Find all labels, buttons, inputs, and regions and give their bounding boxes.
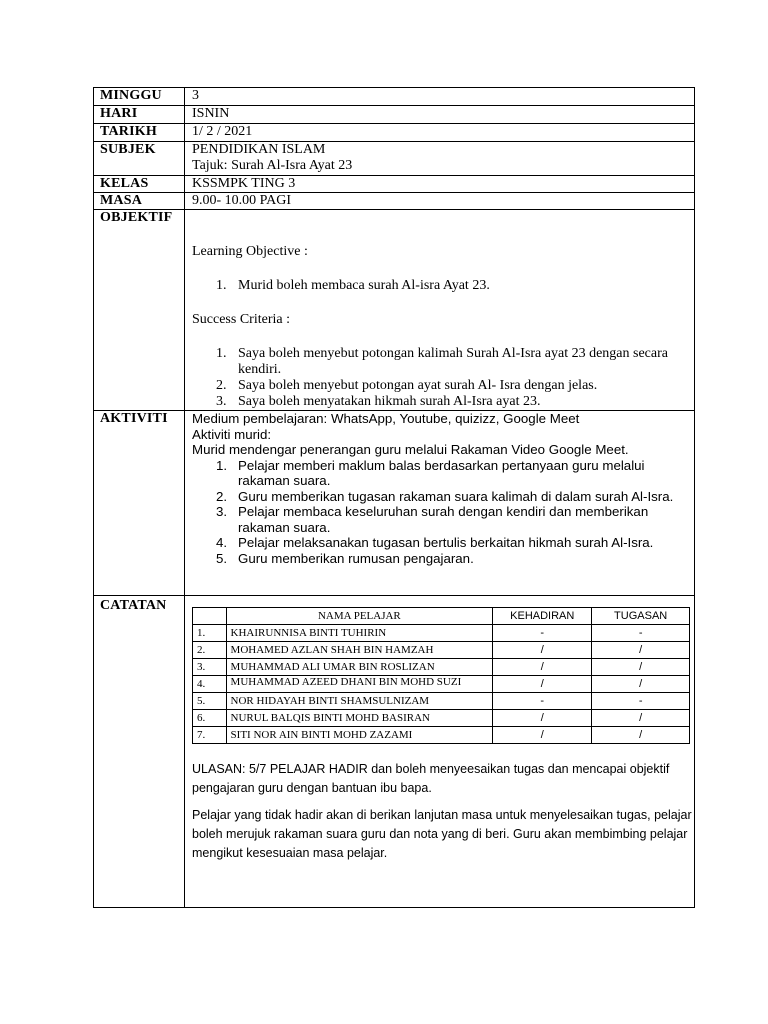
header-kehadiran: KEHADIRAN	[493, 608, 592, 625]
aktiviti-content	[185, 411, 694, 595]
label-objektif: OBJEKTIF	[94, 210, 185, 410]
header-tugasan: TUGASAN	[592, 608, 690, 625]
value-hari: ISNIN	[192, 106, 230, 121]
table-row: 4. MUHAMMAD AZEED DHANI BIN MOHD SUZI / /	[193, 676, 690, 693]
row-kelas	[94, 176, 694, 193]
row-masa	[94, 193, 694, 210]
row-catatan	[94, 596, 694, 907]
list-item: 1. Murid boleh membaca surah Al-isra Ayat 23.	[216, 278, 490, 293]
value-tarikh: 1/ 2 / 2021	[192, 124, 253, 139]
list-item: 4. Pelajar melaksanakan tugasan bertulis berkaitan hikmah surah Al-Isra.	[216, 535, 654, 550]
sc-heading: Success Criteria :	[192, 312, 290, 327]
row-objektif	[94, 210, 694, 411]
aktiviti-list	[216, 457, 690, 567]
header-no	[193, 608, 227, 625]
value-minggu: 3	[192, 88, 199, 103]
row-aktiviti	[94, 411, 694, 596]
table-header-row	[193, 608, 690, 625]
label-kelas: KELAS	[94, 176, 185, 192]
header-name: NAMA PELAJAR	[226, 608, 493, 625]
list-item: 1. Saya boleh menyebut potongan kalimah Surah Al-Isra ayat 23 dengan secara kendiri.	[216, 346, 668, 377]
catatan-content	[185, 596, 694, 907]
label-catatan: CATATAN	[94, 596, 185, 907]
aktiviti-murid-heading: Aktiviti murid:	[192, 426, 272, 442]
label-hari: HARI	[94, 106, 185, 123]
label-tarikh: TARIKH	[94, 124, 185, 141]
value-masa: 9.00- 10.00 PAGI	[192, 193, 292, 208]
sc-list	[216, 346, 678, 410]
lesson-plan-table	[93, 87, 695, 908]
list-item: 1. Pelajar memberi maklum balas berdasarkan pertanyaan guru melalui rakaman suara.	[216, 457, 645, 488]
follow-up-note: Pelajar yang tidak hadir akan di berikan lanjutan masa untuk menyelesaikan tugas, pelajar boleh merujuk rakaman suara guru dan nota yang di beri. Guru akan membimbing pelajar mengikut kesesuaian masa pelajar.	[192, 808, 692, 860]
lo-list	[216, 278, 678, 294]
ulasan-text: ULASAN: 5/7 PELAJAR HADIR dan boleh menyeesaikan tugas dan mencapai objektif pengajaran guru dengan bantuan ibu bapa.	[192, 762, 670, 795]
value-kelas: KSSMPK TING 3	[192, 176, 296, 191]
subject-topic: Tajuk: Surah Al-Isra Ayat 23	[192, 158, 353, 173]
value-subjek	[185, 142, 694, 175]
table-row: 1. KHAIRUNNISA BINTI TUHIRIN - -	[193, 625, 690, 642]
table-row: 7. SITI NOR AIN BINTI MOHD ZAZAMI / /	[193, 727, 690, 744]
label-masa: MASA	[94, 193, 185, 209]
row-subjek	[94, 142, 694, 176]
table-row: 3. MUHAMMAD ALI UMAR BIN ROSLIZAN / /	[193, 659, 690, 676]
list-item: 2. Saya boleh menyebut potongan ayat surah Al- Isra dengan jelas.	[216, 378, 598, 393]
table-row: 5. NOR HIDAYAH BINTI SHAMSULNIZAM - -	[193, 693, 690, 710]
list-item: 2. Guru memberikan tugasan rakaman suara kalimah di dalam surah Al-Isra.	[216, 488, 674, 504]
table-row: 2. MOHAMED AZLAN SHAH BIN HAMZAH / /	[193, 642, 690, 659]
label-minggu: MINGGU	[94, 88, 185, 105]
row-hari	[94, 106, 694, 124]
objektif-content	[185, 210, 694, 410]
lo-heading: Learning Objective :	[192, 244, 308, 259]
aktiviti-medium: Medium pembelajaran: WhatsApp, Youtube, quizizz, Google Meet	[192, 411, 580, 426]
list-item: 3. Pelajar membaca keseluruhan surah dengan kendiri dan memberikan rakaman suara.	[216, 504, 649, 535]
row-minggu	[94, 88, 694, 106]
subject-name: PENDIDIKAN ISLAM	[192, 142, 326, 157]
list-item: 5. Guru memberikan rumusan pengajaran.	[216, 550, 474, 566]
student-table	[192, 607, 690, 744]
list-item: 3. Saya boleh menyatakan hikmah surah Al-Isra ayat 23.	[216, 394, 541, 409]
aktiviti-intro: Murid mendengar penerangan guru melalui Rakaman Video Google Meet.	[192, 442, 629, 457]
label-aktiviti: AKTIVITI	[94, 411, 185, 595]
table-row: 6. NURUL BALQIS BINTI MOHD BASIRAN / /	[193, 710, 690, 727]
label-subjek: SUBJEK	[94, 142, 185, 175]
row-tarikh	[94, 124, 694, 142]
